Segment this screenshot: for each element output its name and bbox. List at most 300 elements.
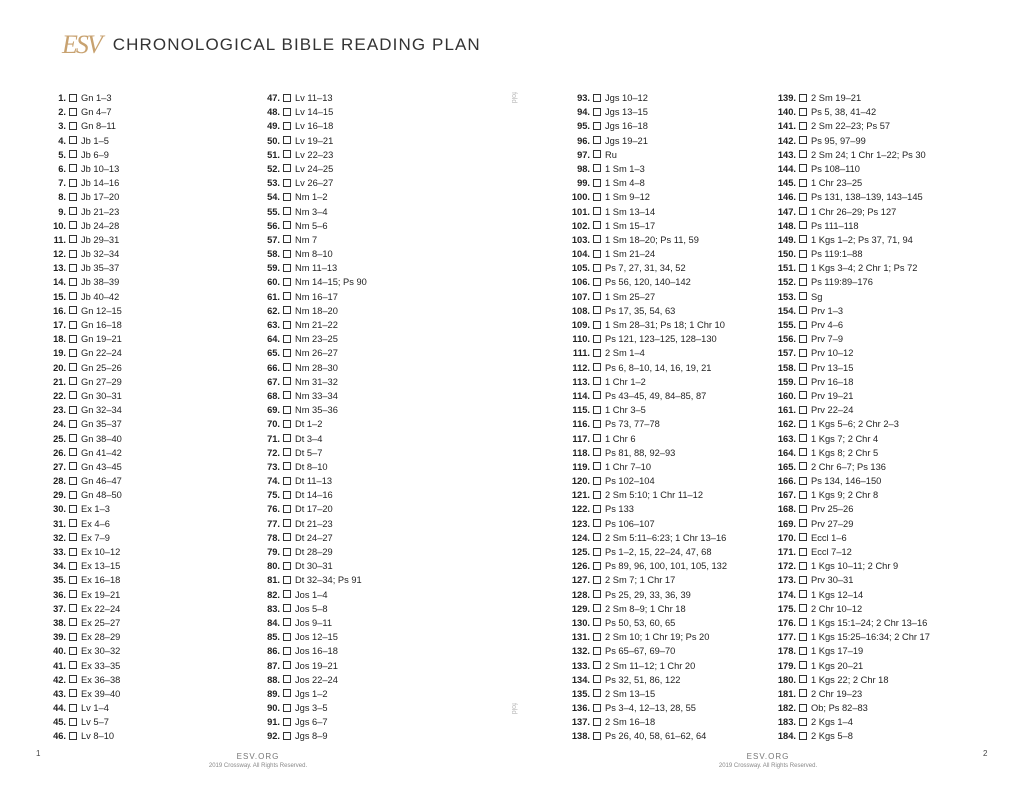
- reading-reference: Ps 17, 35, 54, 63: [605, 305, 676, 316]
- checkbox-icon[interactable]: [799, 661, 807, 669]
- reading-day-row: [568, 148, 758, 162]
- day-number: 173.: [777, 575, 796, 586]
- reading-reference: Ex 1–3: [81, 504, 110, 515]
- checkbox-icon[interactable]: [799, 533, 807, 541]
- checkbox-icon[interactable]: [283, 661, 291, 669]
- reading-day-row: [774, 687, 964, 701]
- checkbox-icon[interactable]: [69, 420, 77, 428]
- checkbox-icon[interactable]: [799, 576, 807, 584]
- checkbox-icon[interactable]: [69, 122, 77, 130]
- checkbox-icon[interactable]: [799, 377, 807, 385]
- checkbox-icon[interactable]: [799, 108, 807, 116]
- checkbox-icon[interactable]: [69, 321, 77, 329]
- checkbox-icon[interactable]: [593, 391, 601, 399]
- day-number: 104.: [571, 249, 590, 260]
- checkbox-icon[interactable]: [593, 363, 601, 371]
- checkbox-icon[interactable]: [799, 491, 807, 499]
- checkbox-icon[interactable]: [283, 207, 291, 215]
- checkbox-icon[interactable]: [799, 349, 807, 357]
- checkbox-icon[interactable]: [283, 477, 291, 485]
- checkbox-icon[interactable]: [69, 335, 77, 343]
- checkbox-icon[interactable]: [283, 122, 291, 130]
- checkbox-icon[interactable]: [283, 604, 291, 612]
- checkbox-icon[interactable]: [799, 235, 807, 243]
- checkbox-icon[interactable]: [799, 633, 807, 641]
- reading-day-row: [774, 602, 964, 616]
- checkbox-icon[interactable]: [593, 136, 601, 144]
- reading-reference: Gn 30–31: [81, 390, 122, 401]
- reading-day-row: [266, 176, 456, 190]
- checkbox-icon[interactable]: [593, 235, 601, 243]
- reading-reference: Sg: [811, 291, 823, 302]
- checkbox-icon[interactable]: [283, 136, 291, 144]
- checkbox-icon[interactable]: [283, 462, 291, 470]
- day-number: 78.: [267, 532, 280, 543]
- checkbox-icon[interactable]: [799, 462, 807, 470]
- day-number: 52.: [267, 163, 280, 174]
- checkbox-icon[interactable]: [799, 562, 807, 570]
- checkbox-icon[interactable]: [283, 264, 291, 272]
- checkbox-icon[interactable]: [69, 264, 77, 272]
- reading-day-row: [568, 630, 758, 644]
- checkbox-icon[interactable]: [593, 193, 601, 201]
- checkbox-icon[interactable]: [799, 321, 807, 329]
- checkbox-icon[interactable]: [799, 548, 807, 556]
- checkbox-icon[interactable]: [69, 235, 77, 243]
- checkbox-icon[interactable]: [283, 576, 291, 584]
- checkbox-icon[interactable]: [593, 278, 601, 286]
- checkbox-icon[interactable]: [283, 164, 291, 172]
- checkbox-icon[interactable]: [799, 150, 807, 158]
- reading-day-row: [52, 361, 242, 375]
- checkbox-icon[interactable]: [69, 292, 77, 300]
- checkbox-icon[interactable]: [799, 122, 807, 130]
- checkbox-icon[interactable]: [593, 406, 601, 414]
- checkbox-icon[interactable]: [69, 562, 77, 570]
- checkbox-icon[interactable]: [593, 590, 601, 598]
- checkbox-icon[interactable]: [593, 633, 601, 641]
- checkbox-icon[interactable]: [593, 689, 601, 697]
- checkbox-icon[interactable]: [69, 491, 77, 499]
- checkbox-icon[interactable]: [69, 661, 77, 669]
- checkbox-icon[interactable]: [69, 306, 77, 314]
- reading-reference: Ps 95, 97–99: [811, 135, 866, 146]
- checkbox-icon[interactable]: [799, 179, 807, 187]
- checkbox-icon[interactable]: [283, 618, 291, 626]
- checkbox-icon[interactable]: [69, 604, 77, 612]
- day-number: 30.: [53, 504, 66, 515]
- checkbox-icon[interactable]: [593, 477, 601, 485]
- day-number: 161.: [777, 405, 796, 416]
- checkbox-icon[interactable]: [799, 136, 807, 144]
- checkbox-icon[interactable]: [799, 250, 807, 258]
- checkbox-icon[interactable]: [799, 363, 807, 371]
- checkbox-icon[interactable]: [69, 193, 77, 201]
- reading-reference: Ex 22–24: [81, 603, 121, 614]
- reading-reference: Dt 17–20: [295, 504, 333, 515]
- checkbox-icon[interactable]: [593, 250, 601, 258]
- checkbox-icon[interactable]: [799, 618, 807, 626]
- checkbox-icon[interactable]: [283, 689, 291, 697]
- reading-reference: Dt 8–10: [295, 461, 328, 472]
- checkbox-icon[interactable]: [69, 718, 77, 726]
- reading-reference: 2 Sm 13–15: [605, 688, 656, 699]
- reading-reference: 2 Sm 24; 1 Chr 1–22; Ps 30: [811, 149, 926, 160]
- day-number: 18.: [53, 334, 66, 345]
- reading-day-row: [568, 290, 758, 304]
- checkbox-icon[interactable]: [799, 604, 807, 612]
- checkbox-icon[interactable]: [283, 235, 291, 243]
- checkbox-icon[interactable]: [69, 519, 77, 527]
- checkbox-icon[interactable]: [283, 590, 291, 598]
- day-number: 115.: [572, 405, 590, 416]
- checkbox-icon[interactable]: [283, 732, 291, 740]
- checkbox-icon[interactable]: [69, 675, 77, 683]
- checkbox-icon[interactable]: [593, 732, 601, 740]
- reading-reference: Nm 3–4: [295, 206, 328, 217]
- day-number: 89.: [267, 688, 280, 699]
- checkbox-icon[interactable]: [799, 434, 807, 442]
- checkbox-icon[interactable]: [799, 519, 807, 527]
- day-number: 95.: [577, 121, 590, 132]
- checkbox-icon[interactable]: [283, 505, 291, 513]
- checkbox-icon[interactable]: [69, 548, 77, 556]
- reading-day-row: [266, 630, 456, 644]
- checkbox-icon[interactable]: [69, 533, 77, 541]
- day-number: 20.: [53, 362, 66, 373]
- checkbox-icon[interactable]: [799, 477, 807, 485]
- checkbox-icon[interactable]: [69, 618, 77, 626]
- checkbox-icon[interactable]: [283, 420, 291, 428]
- checkbox-icon[interactable]: [593, 349, 601, 357]
- checkbox-icon[interactable]: [283, 491, 291, 499]
- checkbox-icon[interactable]: [593, 434, 601, 442]
- reading-reference: Ps 106–107: [605, 518, 655, 529]
- day-number: 35.: [53, 575, 66, 586]
- day-number: 94.: [577, 107, 590, 118]
- day-number: 39.: [53, 632, 66, 643]
- reading-day-row: [774, 715, 964, 729]
- checkbox-icon[interactable]: [593, 122, 601, 130]
- reading-reference: 2 Kgs 5–8: [811, 731, 853, 742]
- day-number: 124.: [571, 532, 590, 543]
- checkbox-icon[interactable]: [593, 576, 601, 584]
- reading-reference: Ex 10–12: [81, 547, 121, 557]
- checkbox-icon[interactable]: [799, 278, 807, 286]
- checkbox-icon[interactable]: [593, 704, 601, 712]
- checkbox-icon[interactable]: [283, 363, 291, 371]
- checkbox-icon[interactable]: [283, 179, 291, 187]
- day-number: 110.: [572, 334, 590, 345]
- reading-day-row: [568, 701, 758, 715]
- checkbox-icon[interactable]: [283, 704, 291, 712]
- day-number: 163.: [777, 433, 796, 444]
- checkbox-icon[interactable]: [593, 533, 601, 541]
- day-number: 119.: [572, 461, 590, 472]
- reading-reference: Nm 16–17: [295, 291, 338, 302]
- reading-day-row: [52, 673, 242, 687]
- reading-reference: Ps 25, 29, 33, 36, 39: [605, 589, 691, 600]
- day-number: 159.: [777, 376, 796, 387]
- checkbox-icon[interactable]: [283, 221, 291, 229]
- checkbox-icon[interactable]: [593, 150, 601, 158]
- checkbox-icon[interactable]: [593, 221, 601, 229]
- checkbox-icon[interactable]: [69, 732, 77, 740]
- reading-reference: Prv 22–24: [811, 405, 854, 416]
- reading-day-row: [266, 474, 456, 488]
- reading-day-row: [52, 559, 242, 573]
- checkbox-icon[interactable]: [69, 704, 77, 712]
- checkbox-icon[interactable]: [593, 462, 601, 470]
- checkbox-icon[interactable]: [799, 94, 807, 102]
- day-number: 177.: [777, 632, 796, 643]
- checkbox-icon[interactable]: [593, 264, 601, 272]
- reading-day-row: [266, 502, 456, 516]
- reading-day-row: [568, 602, 758, 616]
- day-number: 118.: [572, 447, 590, 458]
- checkbox-icon[interactable]: [283, 193, 291, 201]
- checkbox-icon[interactable]: [799, 264, 807, 272]
- checkbox-icon[interactable]: [799, 689, 807, 697]
- checkbox-icon[interactable]: [799, 647, 807, 655]
- checkbox-icon[interactable]: [799, 420, 807, 428]
- checkbox-icon[interactable]: [69, 505, 77, 513]
- day-number: 162.: [777, 419, 796, 430]
- checkbox-icon[interactable]: [69, 633, 77, 641]
- day-number: 156.: [777, 334, 796, 345]
- checkbox-icon[interactable]: [69, 250, 77, 258]
- checkbox-icon[interactable]: [283, 150, 291, 158]
- checkbox-icon[interactable]: [593, 647, 601, 655]
- reading-reference: Gn 41–42: [81, 447, 122, 458]
- checkbox-icon[interactable]: [593, 505, 601, 513]
- checkbox-icon[interactable]: [593, 491, 601, 499]
- checkbox-icon[interactable]: [283, 647, 291, 655]
- checkbox-icon[interactable]: [593, 661, 601, 669]
- checkbox-icon[interactable]: [799, 335, 807, 343]
- checkbox-icon[interactable]: [69, 689, 77, 697]
- reading-day-row: [52, 219, 242, 233]
- reading-reference: Dt 5–7: [295, 447, 323, 458]
- checkbox-icon[interactable]: [283, 533, 291, 541]
- reading-day-row: [774, 673, 964, 687]
- checkbox-icon[interactable]: [593, 164, 601, 172]
- checkbox-icon[interactable]: [593, 321, 601, 329]
- checkbox-icon[interactable]: [799, 207, 807, 215]
- reading-day-row: [568, 588, 758, 602]
- checkbox-icon[interactable]: [69, 406, 77, 414]
- day-number: 59.: [267, 263, 280, 274]
- checkbox-icon[interactable]: [283, 349, 291, 357]
- reading-reference: Prv 10–12: [811, 348, 854, 359]
- checkbox-icon[interactable]: [69, 221, 77, 229]
- reading-reference: 2 Kgs 1–4: [811, 717, 853, 728]
- checkbox-icon[interactable]: [283, 548, 291, 556]
- checkbox-icon[interactable]: [593, 548, 601, 556]
- reading-day-row: [52, 389, 242, 403]
- checkbox-icon[interactable]: [69, 278, 77, 286]
- day-number: 1.: [58, 93, 66, 103]
- checkbox-icon[interactable]: [283, 292, 291, 300]
- checkbox-icon[interactable]: [799, 292, 807, 300]
- checkbox-icon[interactable]: [283, 321, 291, 329]
- checkbox-icon[interactable]: [283, 250, 291, 258]
- checkbox-icon[interactable]: [283, 448, 291, 456]
- reading-day-row: [52, 119, 242, 133]
- checkbox-icon[interactable]: [69, 477, 77, 485]
- page-number-left: 1: [36, 749, 41, 758]
- reading-day-row: [774, 318, 964, 332]
- checkbox-icon[interactable]: [283, 434, 291, 442]
- checkbox-icon[interactable]: [69, 590, 77, 598]
- day-number: 171.: [777, 547, 796, 557]
- reading-reference: Ex 28–29: [81, 632, 121, 643]
- reading-day-row: [266, 275, 456, 289]
- reading-day-row: [52, 290, 242, 304]
- checkbox-icon[interactable]: [69, 108, 77, 116]
- reading-reference: Eccl 1–6: [811, 532, 847, 543]
- checkbox-icon[interactable]: [69, 448, 77, 456]
- day-number: 90.: [267, 703, 280, 714]
- day-number: 121.: [571, 490, 590, 501]
- reading-reference: 1 Sm 13–14: [605, 206, 656, 217]
- checkbox-icon[interactable]: [593, 94, 601, 102]
- checkbox-icon[interactable]: [593, 292, 601, 300]
- checkbox-icon[interactable]: [593, 519, 601, 527]
- checkbox-icon[interactable]: [799, 448, 807, 456]
- reading-reference: Prv 19–21: [811, 390, 854, 401]
- checkbox-icon[interactable]: [799, 391, 807, 399]
- checkbox-icon[interactable]: [283, 278, 291, 286]
- checkbox-icon[interactable]: [69, 434, 77, 442]
- day-number: 4.: [58, 135, 66, 146]
- checkbox-icon[interactable]: [283, 391, 291, 399]
- checkbox-icon[interactable]: [593, 675, 601, 683]
- checkbox-icon[interactable]: [69, 136, 77, 144]
- checkbox-icon[interactable]: [283, 633, 291, 641]
- reading-day-row: [774, 119, 964, 133]
- checkbox-icon[interactable]: [69, 363, 77, 371]
- reading-reference: Ps 50, 53, 60, 65: [605, 617, 676, 628]
- checkbox-icon[interactable]: [69, 647, 77, 655]
- reading-reference: Ps 1–2, 15, 22–24, 47, 68: [605, 547, 712, 557]
- checkbox-icon[interactable]: [799, 505, 807, 513]
- reading-day-row: [52, 517, 242, 531]
- reading-reference: Gn 35–37: [81, 419, 122, 430]
- checkbox-icon[interactable]: [593, 448, 601, 456]
- checkbox-icon[interactable]: [799, 732, 807, 740]
- day-number: 46.: [53, 731, 66, 742]
- reading-day-row: [774, 148, 964, 162]
- checkbox-icon[interactable]: [283, 306, 291, 314]
- checkbox-icon[interactable]: [69, 576, 77, 584]
- checkbox-icon[interactable]: [593, 562, 601, 570]
- checkbox-icon[interactable]: [593, 420, 601, 428]
- day-number: 106.: [571, 277, 590, 288]
- checkbox-icon[interactable]: [799, 704, 807, 712]
- checkbox-icon[interactable]: [69, 164, 77, 172]
- day-number: 133.: [571, 660, 590, 671]
- checkbox-icon[interactable]: [283, 562, 291, 570]
- reading-day-row: [568, 729, 758, 743]
- checkbox-icon[interactable]: [799, 221, 807, 229]
- checkbox-icon[interactable]: [69, 150, 77, 158]
- checkbox-icon[interactable]: [593, 618, 601, 626]
- checkbox-icon[interactable]: [283, 335, 291, 343]
- checkbox-icon[interactable]: [69, 207, 77, 215]
- reading-day-row: [52, 701, 242, 715]
- checkbox-icon[interactable]: [69, 94, 77, 102]
- reading-reference: Ru: [605, 149, 617, 160]
- checkbox-icon[interactable]: [799, 718, 807, 726]
- day-number: 101.: [571, 206, 590, 217]
- checkbox-icon[interactable]: [283, 108, 291, 116]
- reading-day-row: [52, 460, 242, 474]
- day-number: 136.: [571, 703, 590, 714]
- day-number: 64.: [267, 334, 280, 345]
- reading-day-row: [266, 545, 456, 559]
- checkbox-icon[interactable]: [799, 306, 807, 314]
- checkbox-icon[interactable]: [593, 604, 601, 612]
- checkbox-icon[interactable]: [283, 377, 291, 385]
- checkbox-icon[interactable]: [799, 193, 807, 201]
- checkbox-icon[interactable]: [799, 164, 807, 172]
- footer-copyright: 2019 Crossway. All Rights Reserved.: [718, 763, 818, 769]
- checkbox-icon[interactable]: [69, 349, 77, 357]
- reading-day-row: [52, 687, 242, 701]
- checkbox-icon[interactable]: [593, 335, 601, 343]
- checkbox-icon[interactable]: [69, 377, 77, 385]
- checkbox-icon[interactable]: [283, 718, 291, 726]
- reading-column-4: [774, 91, 964, 744]
- checkbox-icon[interactable]: [69, 179, 77, 187]
- day-number: 10.: [53, 220, 66, 231]
- checkbox-icon[interactable]: [593, 718, 601, 726]
- day-number: 108.: [571, 305, 590, 316]
- reading-reference: Gn 19–21: [81, 334, 122, 345]
- reading-reference: Jb 17–20: [81, 192, 120, 203]
- checkbox-icon[interactable]: [69, 462, 77, 470]
- checkbox-icon[interactable]: [593, 207, 601, 215]
- reading-reference: Nm 7: [295, 234, 318, 245]
- day-number: 129.: [571, 603, 590, 614]
- checkbox-icon[interactable]: [799, 675, 807, 683]
- reading-reference: 1 Chr 1–2: [605, 376, 646, 387]
- checkbox-icon[interactable]: [283, 519, 291, 527]
- reading-day-row: [568, 659, 758, 673]
- reading-day-row: [774, 502, 964, 516]
- checkbox-icon[interactable]: [283, 675, 291, 683]
- checkbox-icon[interactable]: [799, 590, 807, 598]
- checkbox-icon[interactable]: [799, 406, 807, 414]
- day-number: 152.: [777, 277, 796, 288]
- reading-day-row: [52, 417, 242, 431]
- reading-reference: 2 Chr 10–12: [811, 603, 863, 614]
- checkbox-icon[interactable]: [593, 306, 601, 314]
- checkbox-icon[interactable]: [593, 179, 601, 187]
- footer-site: ESV.ORG: [236, 752, 280, 761]
- reading-day-row: [266, 134, 456, 148]
- reading-reference: 1 Sm 9–12: [605, 192, 650, 203]
- checkbox-icon[interactable]: [283, 94, 291, 102]
- checkbox-icon[interactable]: [283, 406, 291, 414]
- checkbox-icon[interactable]: [593, 377, 601, 385]
- checkbox-icon[interactable]: [593, 108, 601, 116]
- reading-reference: Ex 36–38: [81, 674, 121, 685]
- day-number: 9.: [58, 206, 66, 217]
- checkbox-icon[interactable]: [69, 391, 77, 399]
- reading-reference: 1 Sm 1–3: [605, 163, 645, 174]
